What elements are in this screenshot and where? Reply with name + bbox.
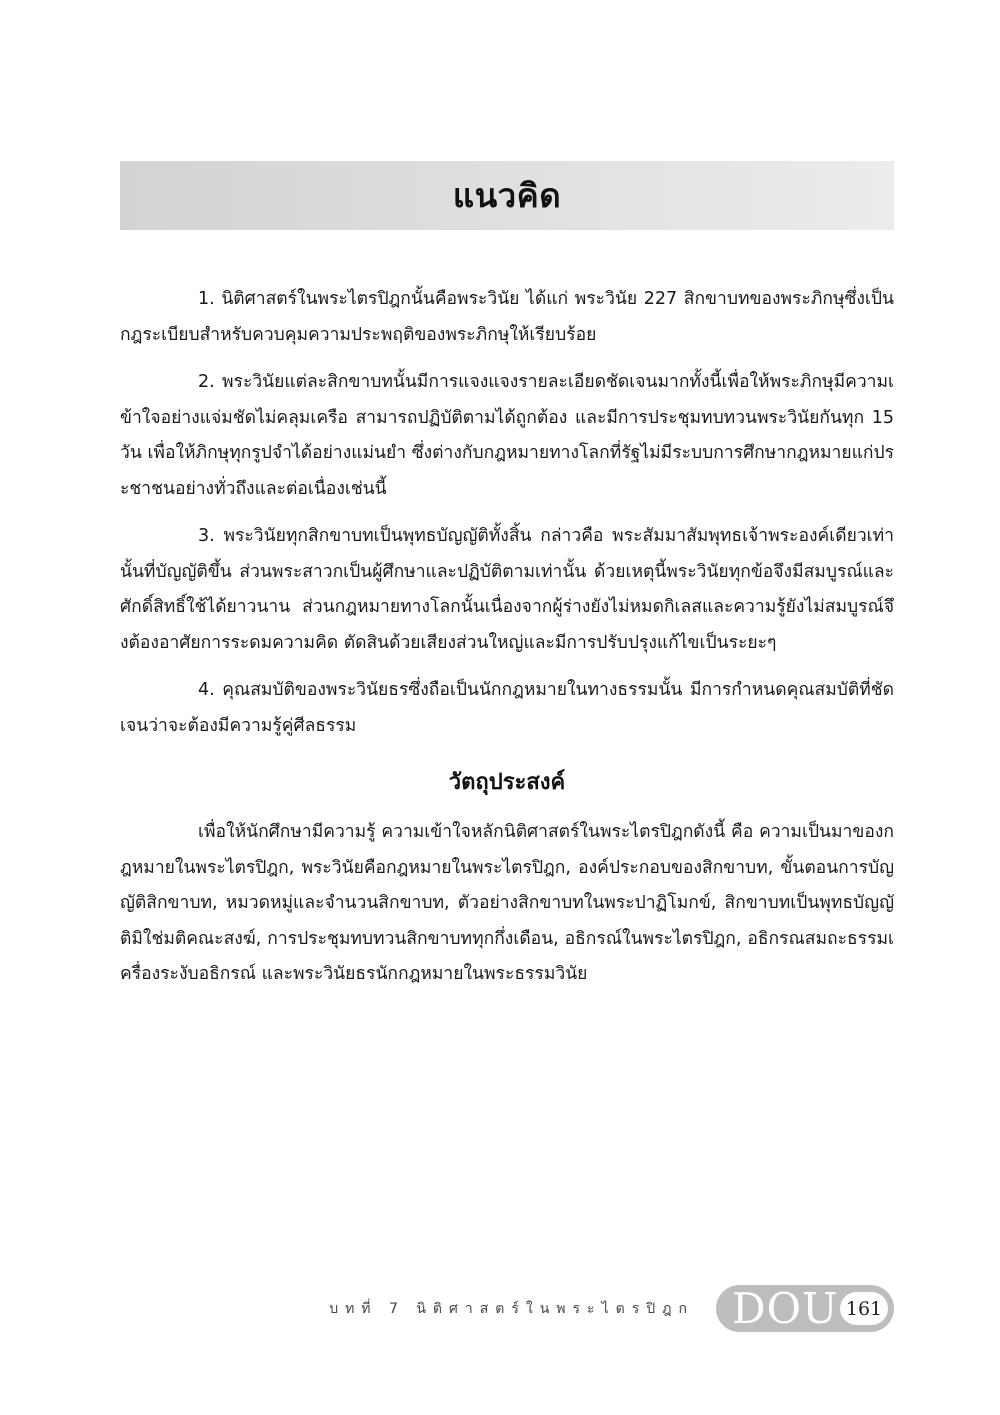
concept-paragraph-4: 4. คุณสมบัติของพระวินัยธรซึ่งถือเป็นนักกฎหมายในทางธรรมนั้น มีการกำหนดคุณสมบัติที่ชัดเจนว่าจะต้องมีความรู้คู่ศีลธรรม xyxy=(120,680,894,736)
objectives-paragraph: เพื่อให้นักศึกษามีความรู้ ความเข้าใจหลักนิติศาสตร์ในพระไตรปิฎกดังนี้ คือ ความเป็นมาของกฎหมายในพระไตรปิฎก, พระวินัยคือกฎหมายในพระไตรปิฎก, องค์ประกอบของสิกขาบท, ขั้นตอนการบัญญัติสิกขาบท, หมวดหมู่และจำนวนสิกขาบท, ตัวอย่างสิกขาบทในพระปาฏิโมกข์, สิกขาบทเป็นพุทธบัญญัติมิใช่มติคณะสงฆ์, การประชุมทบทวนสิกขาบททุกกึ่งเดือน, อธิกรณ์ในพระไตรปิฎก, อธิกรณสมถะธรรมเครื่องระงับอธิกรณ์ และพระวินัยธรนักกฎหมายในพระธรรมวินัย xyxy=(120,822,894,984)
concept-paragraph-3: 3. พระวินัยทุกสิกขาบทเป็นพุทธบัญญัติทั้งสิ้น กล่าวคือ พระสัมมาสัมพุทธเจ้าพระองค์เดียวเท่านั้นที่บัญญัติขึ้น ส่วนพระสาวกเป็นผู้ศึกษาและปฏิบัติตามเท่านั้น ด้วยเหตุนี้พระวินัยทุกข้อจึงมีสมบูรณ์และศักดิ์สิทธิ์ใช้ได้ยาวนาน ส่วนกฎหมายทางโลกนั้นเนื่องจากผู้ร่างยังไม่หมดกิเลสและความรู้ยังไม่สมบูรณ์จึงต้องอาศัยการระดมความคิด ตัดสินด้วยเสียงส่วนใหญ่และมีการปรับปรุงแก้ไขเป็นระยะๆ xyxy=(120,526,894,653)
objectives-title: วัตถุประสงค์ xyxy=(448,770,566,795)
dou-logo: DOU xyxy=(732,1284,839,1333)
page-title: แนวคิด xyxy=(452,176,562,215)
main-content xyxy=(120,282,894,1005)
page-number: 161 xyxy=(840,1292,888,1325)
chapter-label: บทที่ 7 นิติศาสตร์ในพระไตรปิฎก xyxy=(329,1300,694,1317)
dou-badge xyxy=(716,1285,894,1332)
header-band xyxy=(120,161,894,230)
concept-paragraph-1: 1. นิติศาสตร์ในพระไตรปิฎกนั้นคือพระวินัย ได้แก่ พระวินัย 227 สิกขาบทของพระภิกษุซึ่งเป็นกฎระเบียบสำหรับควบคุมความประพฤติของพระภิกษุให้เรียบร้อย xyxy=(120,289,894,345)
concept-paragraph-2: 2. พระวินัยแต่ละสิกขาบทนั้นมีการแจงแจงรายละเอียดชัดเจนมากทั้งนี้เพื่อให้พระภิกษุมีความเข้าใจอย่างแจ่มชัดไม่คลุมเครือ สามารถปฏิบัติตามได้ถูกต้อง และมีการประชุมทบทวนพระวินัยกันทุก 15 วัน เพื่อให้ภิกษุทุกรูปจำได้อย่างแม่นยำ ซึ่งต่างกับกฎหมายทางโลกที่รัฐไม่มีระบบการศึกษากฎหมายแก่ประชาชนอย่างทั่วถึงและต่อเนื่องเช่นนี้ xyxy=(120,372,894,499)
page-footer xyxy=(329,1285,894,1332)
